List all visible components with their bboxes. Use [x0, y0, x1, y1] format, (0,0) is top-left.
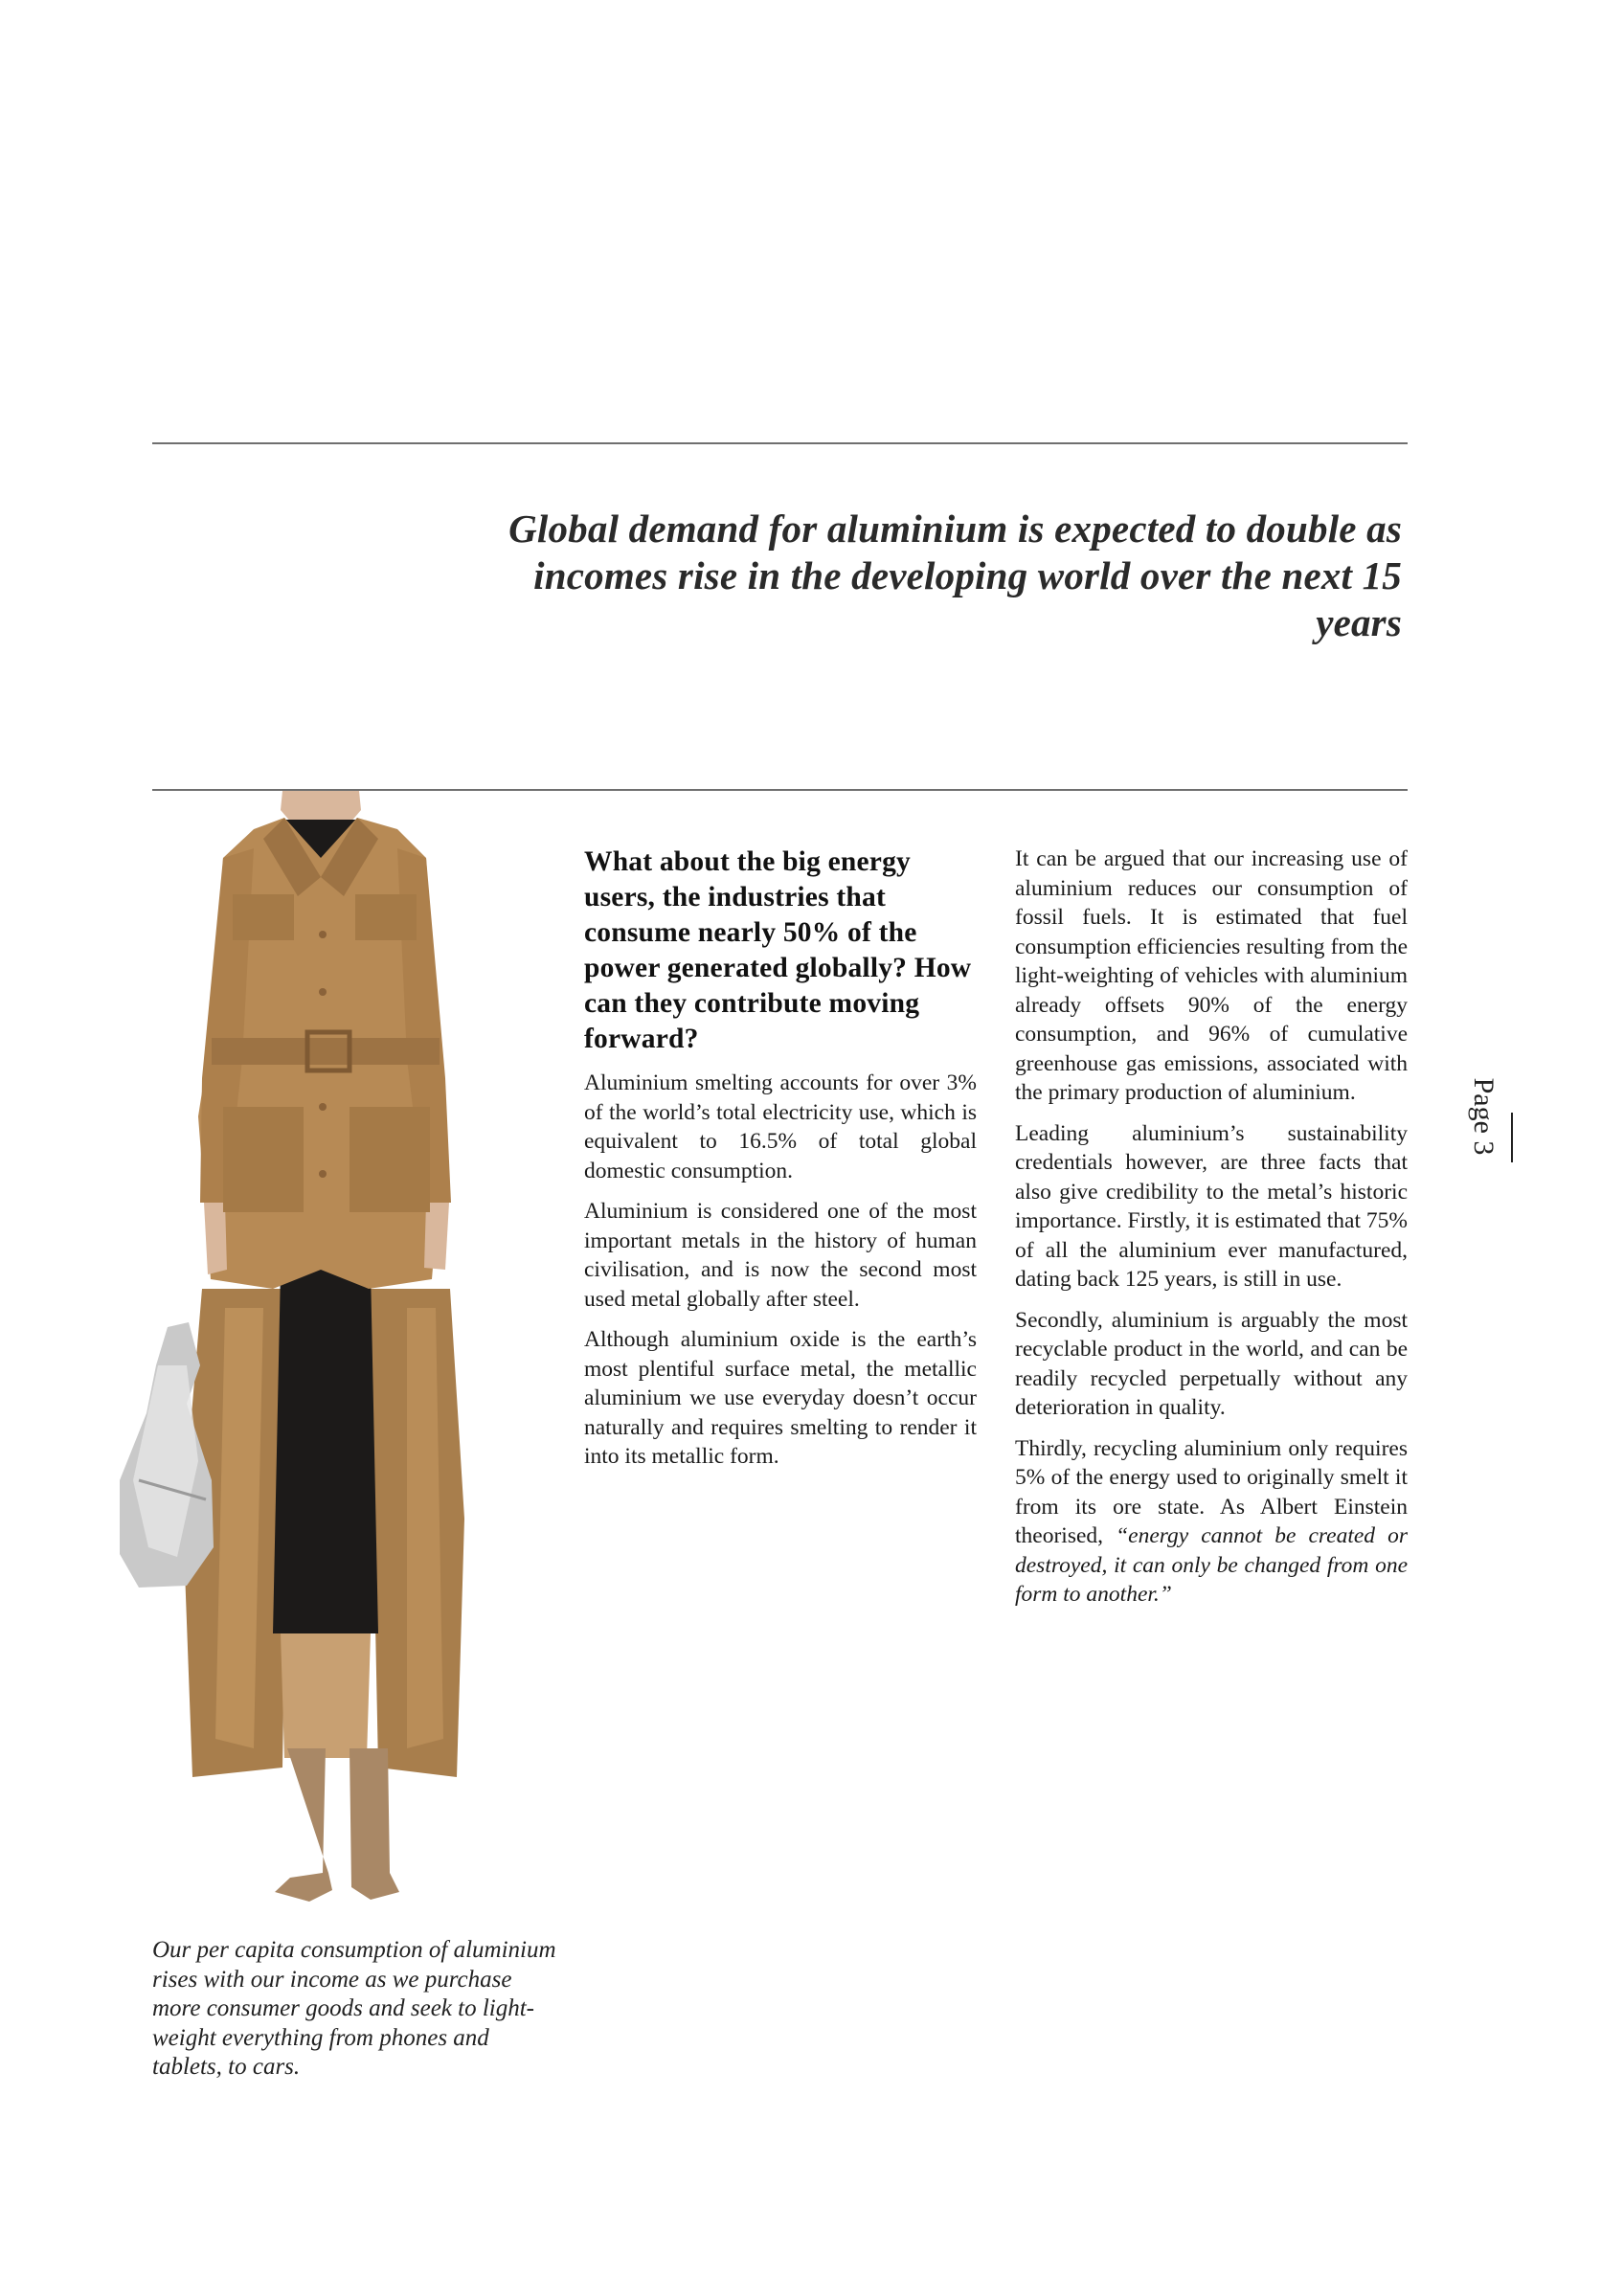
paragraph: It can be argued that our increasing use of aluminium reduces our consumption of fossil fuels. It is estimated that fuel consumption efficiencies resulting from the light-weighting of vehicles with aluminium already offsets 90% of the energy consumption, and 96% of cumulative greenhouse gas emissions, associated with the primary production of aluminium. — [1015, 846, 1408, 1105]
page-number-label: Page 3 — [1468, 1077, 1500, 1156]
paragraph: Aluminium is considered one of the most important metals in the history of human civilisation, and is now the second most used metal globally after steel. — [584, 1199, 977, 1312]
paragraph: Leading aluminium’s sustainability credentials however, are three facts that also give credibility to the metal’s historic importance. Firstly, it is estimated that 75% of all the aluminium ever manufactured, dating back 125 years, is still in use. — [1015, 1120, 1408, 1292]
fashion-photo — [120, 791, 531, 1902]
article-column-2 — [1015, 845, 1408, 1621]
model-in-tan-coat-photo-icon — [120, 791, 531, 1902]
photo-caption: Our per capita consumption of aluminium rises with our income as we purchase more consumer goods and seek to light-weight everything from phones and tablets, to cars. — [152, 1937, 556, 2080]
article-column-1 — [584, 845, 977, 1483]
pull-quote-line-2: incomes rise in the developing world over the next 15 years — [533, 553, 1402, 644]
paragraph: Secondly, aluminium is arguably the most recyclable product in the world, and can be readily recycled perpetually without any deterioration in quality. — [1015, 1307, 1408, 1420]
paragraph: Although aluminium oxide is the earth’s most plentiful surface metal, the metallic aluminium we use everyday doesn’t occur naturally and requires smelting to render it into its metallic form. — [584, 1327, 977, 1469]
paragraph-with-quote — [1015, 1434, 1408, 1610]
page-number — [1427, 1077, 1551, 1159]
paragraph-text: Thirdly, recycling aluminium only requires 5% of the energy used to originally smelt it from its ore state. As Albert Einstein theorised, — [1015, 1435, 1408, 1548]
article-heading: What about the big energy users, the industries that consume nearly 50% of the power generated globally? How can they contribute moving forward? — [584, 846, 972, 1054]
pull-quote-line-1: Global demand for aluminium is expected to double as — [508, 507, 1402, 551]
paragraph: Aluminium smelting accounts for over 3% of the world’s total electricity use, which is equivalent to 16.5% of total global domestic consumption. — [584, 1070, 977, 1183]
top-divider — [152, 442, 1408, 444]
einstein-quote: “energy cannot be created or destroyed, it can only be changed from one form to another.” — [1015, 1523, 1409, 1607]
pull-quote — [444, 506, 1402, 646]
page-number-bar — [1511, 1113, 1513, 1162]
